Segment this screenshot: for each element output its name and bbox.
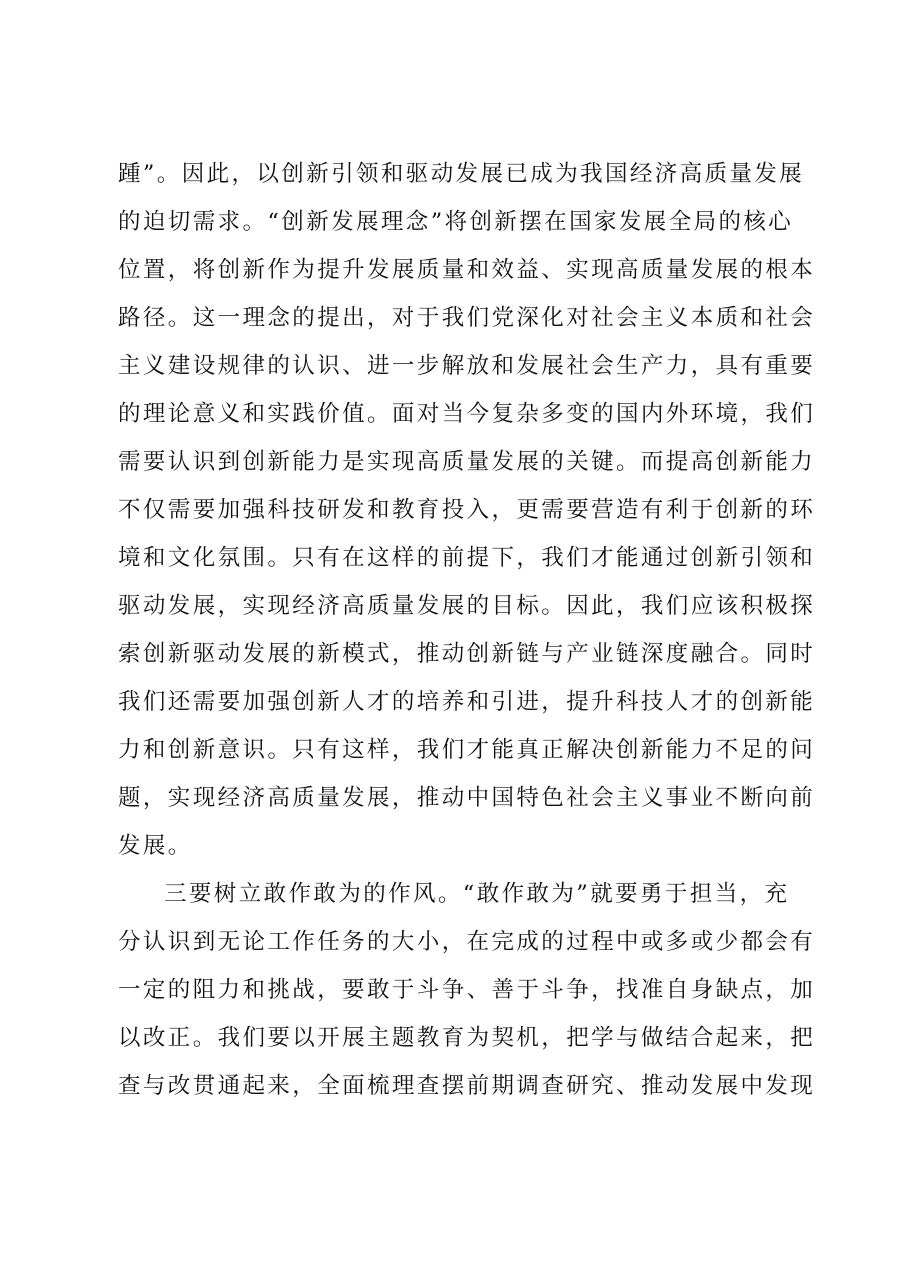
text-line: 发展。: [118, 833, 193, 859]
paragraph-1: [118, 150, 816, 870]
text-line: 的理论意义和实践价值。面对当今复杂多变的国内外环境，我们: [118, 401, 816, 427]
paragraph-2: [118, 870, 816, 1110]
text-line: 索创新驱动发展的新模式，推动创新链与产业链深度融合。同时: [118, 641, 816, 667]
text-line: 主义建设规律的认识、进一步解放和发展社会生产力，具有重要: [118, 353, 816, 379]
text-line: 一定的阻力和挑战，要敢于斗争、善于斗争，找准自身缺点，加: [118, 977, 816, 1003]
text-line: 踵”。因此，以创新引领和驱动发展已成为我国经济高质量发展: [118, 161, 805, 187]
text-line: 以改正。我们要以开展主题教育为契机，把学与做结合起来，把: [118, 1025, 816, 1051]
text-line: 力和创新意识。只有这样，我们才能真正解决创新能力不足的问: [118, 737, 816, 763]
text-line: 三要树立敢作敢为的作风。“敢作敢为”就要勇于担当，充: [164, 881, 790, 907]
text-line: 位置，将创新作为提升发展质量和效益、实现高质量发展的根本: [118, 257, 816, 283]
text-line: 路径。这一理念的提出，对于我们党深化对社会主义本质和社会: [118, 305, 816, 331]
document-body: [118, 150, 816, 1110]
text-line: 我们还需要加强创新人才的培养和引进，提升科技人才的创新能: [118, 689, 816, 715]
text-line: 境和文化氛围。只有在这样的前提下，我们才能通过创新引领和: [118, 545, 816, 571]
text-line: 需要认识到创新能力是实现高质量发展的关键。而提高创新能力: [118, 449, 816, 475]
text-line: 驱动发展，实现经济高质量发展的目标。因此，我们应该积极探: [118, 593, 816, 619]
text-line: 的迫切需求。“创新发展理念”将创新摆在国家发展全局的核心: [118, 209, 794, 235]
text-line: 分认识到无论工作任务的大小，在完成的过程中或多或少都会有: [118, 929, 816, 955]
text-line: 题，实现经济高质量发展，推动中国特色社会主义事业不断向前: [118, 785, 816, 811]
text-line: 查与改贯通起来，全面梳理查摆前期调查研究、推动发展中发现: [118, 1073, 816, 1099]
text-line: 不仅需要加强科技研发和教育投入，更需要营造有利于创新的环: [118, 497, 816, 523]
